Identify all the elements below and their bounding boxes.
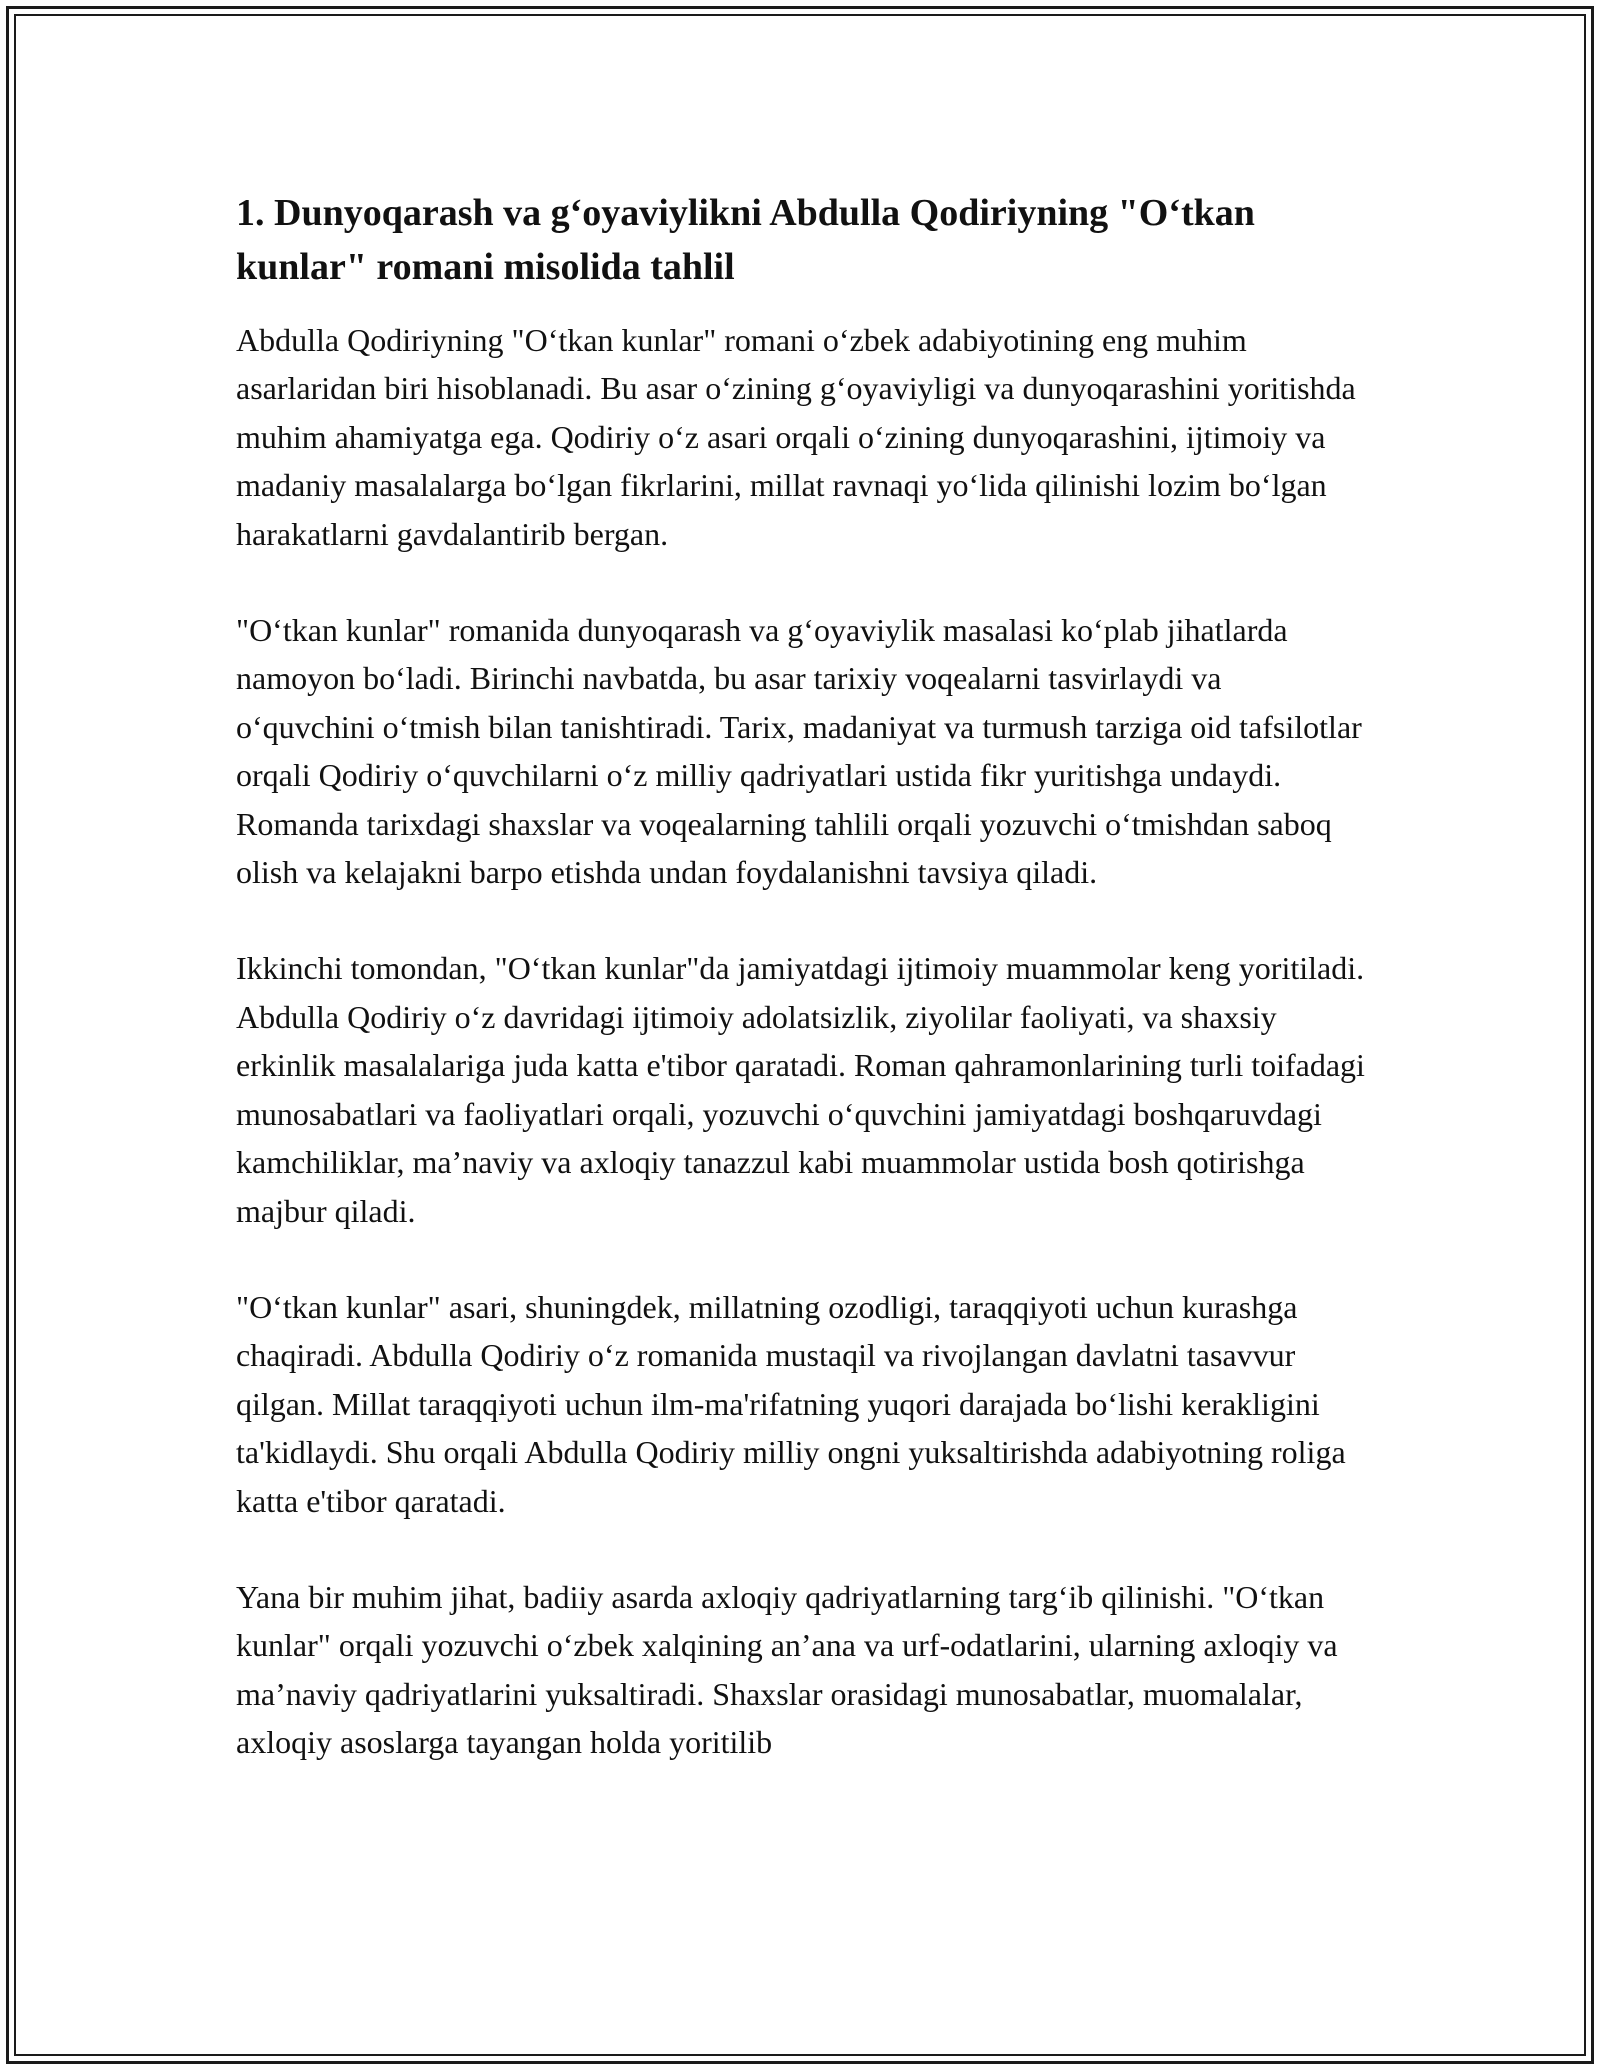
paragraph-4: "Oʻtkan kunlar" asari, shuningdek, millatning ozodligi, taraqqiyoti uchun kurashga chaqiradi. Abdulla Qodiriy oʻz romanida mustaqil va rivojlangan davlatni tasavvur qilgan. Millat taraqqiyoti uchun ilm-ma'rifatning yuqori darajada boʻlishi kerakligini ta'kidlaydi. Shu orqali Abdulla Qodiriy milliy ongni yuksaltirishda adabiyotning roliga katta e'tibor qaratadi. [236, 1288, 1346, 1519]
paragraph-5: Yana bir muhim jihat, badiiy asarda axloqiy qadriyatlarning targʻib qilinishi. "Oʻtkan kunlar" orqali yozuvchi oʻzbek xalqining anʼana va urf-odatlarini, ularning axloqiy va maʼnaviy qadriyatlarini yuksaltiradi. Shaxslar orasidagi munosabatlar, muomalalar, axloqiy asoslarga tayangan holda yoritilib [236, 1578, 1338, 1761]
section-title: 1. Dunyoqarash va gʻoyaviylikni Abdulla Qodiriyning "Oʻtkan kunlar" romani misolida tahlil [236, 192, 1255, 288]
paragraph-3: Ikkinchi tomondan, "Oʻtkan kunlar"da jamiyatdagi ijtimoiy muammolar keng yoritiladi. Abdulla Qodiriy oʻz davridagi ijtimoiy adolatsizlik, ziyolilar faoliyati, va shaxsiy erkinlik masalalariga juda katta e'tibor qaratadi. Roman qahramonlarining turli toifadagi munosabatlari va faoliyatlari orqali, yozuvchi oʻquvchini jamiyatdagi boshqaruvdagi kamchiliklar, maʼnaviy va axloqiy tanazzul kabi muammolar ustida bosh qotirishga majbur qiladi. [236, 950, 1365, 1229]
document-body [236, 186, 1366, 1815]
paragraph-1: Abdulla Qodiriyning "Oʻtkan kunlar" romani oʻzbek adabiyotining eng muhim asarlaridan biri hisoblanadi. Bu asar oʻzining gʻoyaviyligi va dunyoqarashini yoritishda muhim ahamiyatga ega. Qodiriy oʻz asari orqali oʻzining dunyoqarashini, ijtimoiy va madaniy masalalarga boʻlgan fikrlarini, millat ravnaqi yoʻlida qilinishi lozim boʻlgan harakatlarni gavdalantirib bergan. [236, 322, 1356, 552]
paragraph-2: "Oʻtkan kunlar" romanida dunyoqarash va gʻoyaviylik masalasi koʻplab jihatlarda namoyon boʻladi. Birinchi navbatda, bu asar tarixiy voqealarni tasvirlaydi va oʻquvchini oʻtmish bilan tanishtiradi. Tarix, madaniyat va turmush tarziga oid tafsilotlar orqali Qodiriy oʻquvchilarni oʻz milliy qadriyatlari ustida fikr yuritishga undaydi. Romanda tarixdagi shaxslar va voqealarning tahlili orqali yozuvchi oʻtmishdan saboq olish va kelajakni barpo etishda undan foydalanishni tavsiya qiladi. [236, 612, 1362, 891]
